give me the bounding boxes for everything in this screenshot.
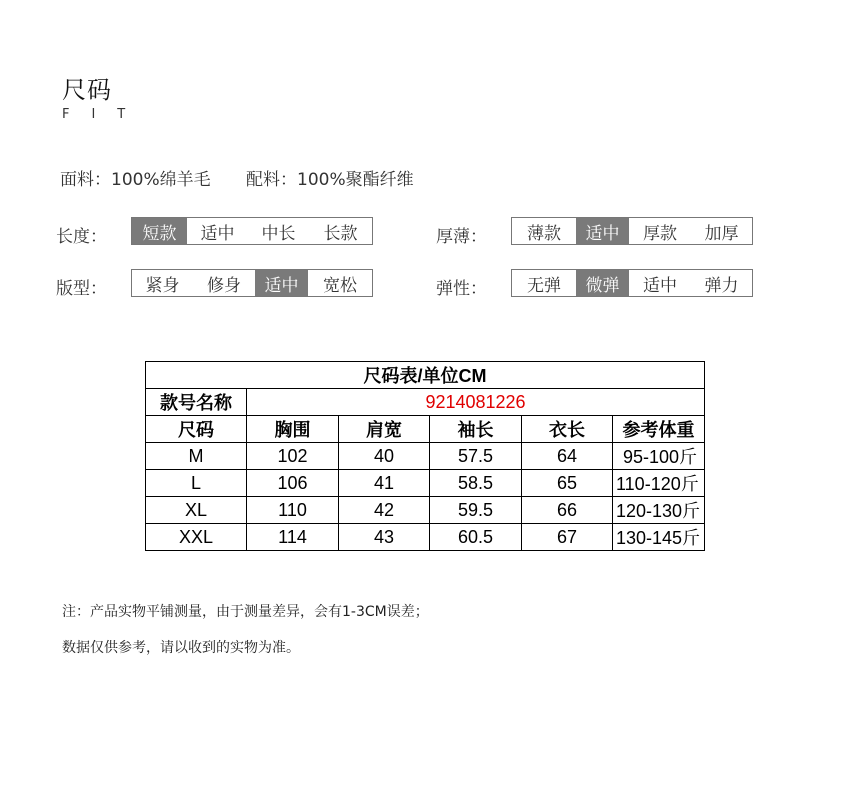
header-cell: 袖长 bbox=[430, 416, 522, 443]
fit-option-loose: 宽松 bbox=[323, 275, 357, 296]
header-cell: 尺码 bbox=[146, 416, 247, 443]
thickness-label: 厚薄： bbox=[436, 227, 487, 247]
page-title: 尺码 bbox=[62, 76, 112, 104]
length-selector bbox=[131, 217, 373, 245]
table-cell: 130-145斤 bbox=[613, 524, 705, 551]
table-row bbox=[146, 470, 705, 497]
table-cell: M bbox=[146, 443, 247, 470]
table-row bbox=[146, 443, 705, 470]
table-cell: 41 bbox=[339, 470, 430, 497]
material-info bbox=[60, 165, 414, 190]
table-cell: 110-120斤 bbox=[613, 470, 705, 497]
header-cell: 肩宽 bbox=[339, 416, 430, 443]
table-cell: 64 bbox=[522, 443, 613, 470]
table-cell: 60.5 bbox=[430, 524, 522, 551]
table-cell: 120-130斤 bbox=[613, 497, 705, 524]
lining-text: 配料：100%聚酯纤维 bbox=[246, 170, 414, 190]
length-option-mid-long: 中长 bbox=[261, 223, 296, 244]
length-option-long: 长款 bbox=[323, 223, 358, 244]
note-line-1: 注：产品实物平铺测量，由于测量差异，会有1-3CM误差； bbox=[62, 604, 429, 620]
page-subtitle: FIT bbox=[62, 107, 148, 122]
table-row bbox=[146, 524, 705, 551]
thickness-option-extra-thick: 加厚 bbox=[704, 223, 739, 244]
elasticity-option-slight: 微弹 bbox=[576, 270, 629, 296]
elasticity-selector bbox=[511, 269, 753, 297]
thickness-option-medium: 适中 bbox=[576, 218, 629, 244]
length-option-medium: 适中 bbox=[200, 223, 235, 244]
table-cell: 66 bbox=[522, 497, 613, 524]
table-cell: 40 bbox=[339, 443, 430, 470]
table-cell: 114 bbox=[247, 524, 339, 551]
fabric-text: 面料：100%绵羊毛 bbox=[60, 170, 211, 190]
elasticity-option-medium: 适中 bbox=[643, 275, 677, 296]
fit-option-slim: 修身 bbox=[207, 275, 241, 296]
elasticity-option-none: 无弹 bbox=[527, 275, 561, 296]
header-cell: 胸围 bbox=[247, 416, 339, 443]
table-row bbox=[146, 497, 705, 524]
table-cell: 67 bbox=[522, 524, 613, 551]
length-label: 长度： bbox=[56, 227, 107, 247]
fit-selector bbox=[131, 269, 373, 297]
fit-option-regular: 适中 bbox=[255, 270, 308, 296]
elasticity-option-stretch: 弹力 bbox=[704, 275, 739, 296]
table-cell: L bbox=[146, 470, 247, 497]
table-cell: 58.5 bbox=[430, 470, 522, 497]
table-cell: 95-100斤 bbox=[613, 443, 705, 470]
thickness-selector bbox=[511, 217, 753, 245]
style-label: 款号名称 bbox=[146, 389, 247, 416]
style-number: 9214081226 bbox=[247, 389, 705, 416]
header-cell: 参考体重 bbox=[613, 416, 705, 443]
table-header-row bbox=[146, 416, 705, 443]
size-table-title: 尺码表/单位CM bbox=[146, 362, 705, 389]
table-cell: 59.5 bbox=[430, 497, 522, 524]
table-cell: XXL bbox=[146, 524, 247, 551]
table-cell: 65 bbox=[522, 470, 613, 497]
header-cell: 衣长 bbox=[522, 416, 613, 443]
thickness-option-thin: 薄款 bbox=[527, 223, 561, 244]
thickness-option-thick: 厚款 bbox=[643, 223, 677, 244]
table-cell: 42 bbox=[339, 497, 430, 524]
table-cell: 102 bbox=[247, 443, 339, 470]
table-cell: 106 bbox=[247, 470, 339, 497]
fit-label: 版型： bbox=[56, 279, 107, 299]
table-cell: 57.5 bbox=[430, 443, 522, 470]
table-cell: 43 bbox=[339, 524, 430, 551]
elasticity-label: 弹性： bbox=[436, 279, 487, 299]
table-cell: XL bbox=[146, 497, 247, 524]
note-line-2: 数据仅供参考，请以收到的实物为准。 bbox=[62, 640, 300, 656]
fit-option-tight: 紧身 bbox=[145, 275, 180, 296]
length-option-short: 短款 bbox=[132, 218, 187, 244]
size-table bbox=[145, 361, 705, 551]
table-cell: 110 bbox=[247, 497, 339, 524]
